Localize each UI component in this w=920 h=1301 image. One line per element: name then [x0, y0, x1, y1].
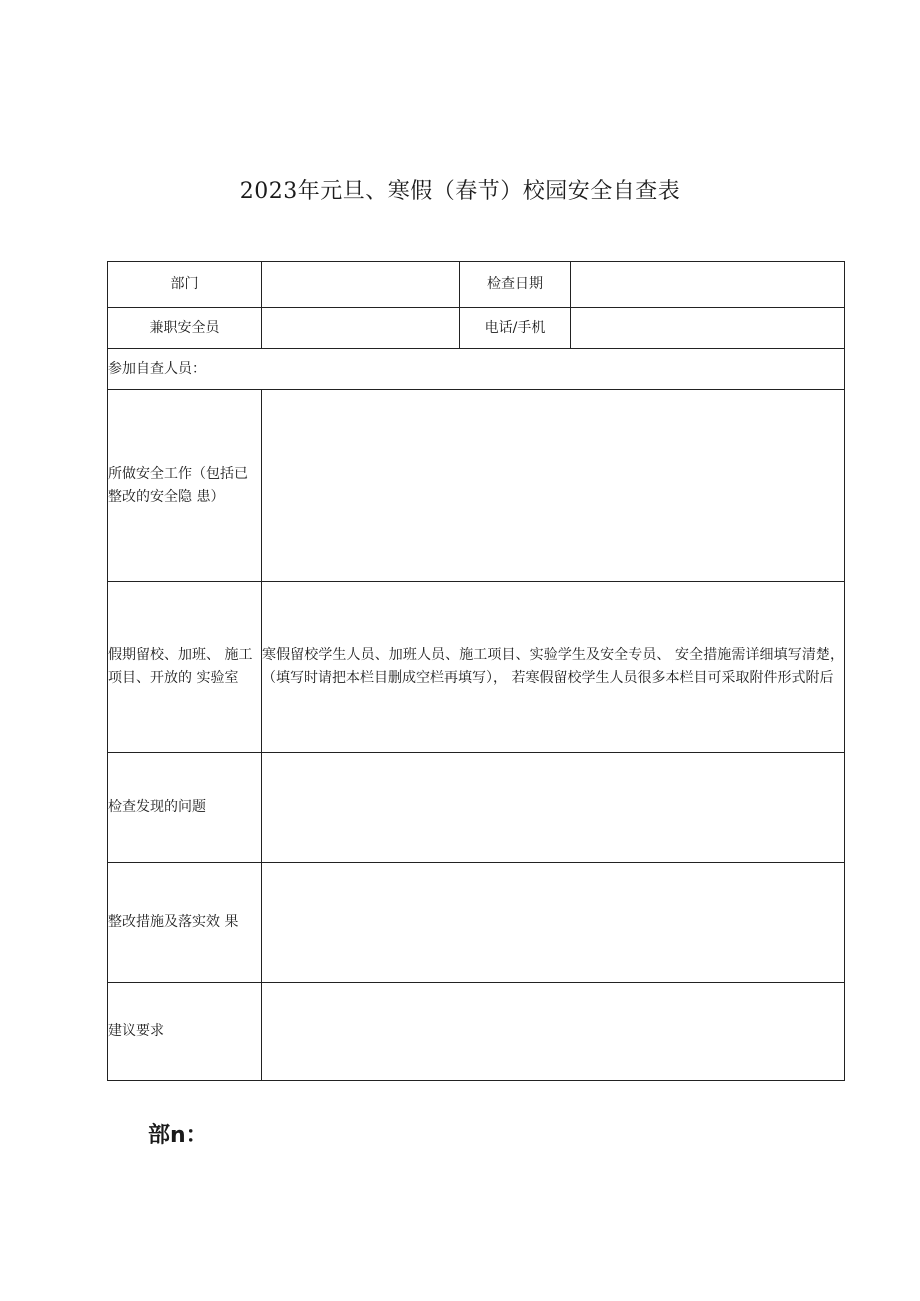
page-title: 2023年元旦、寒假（春节）校园安全自查表	[239, 179, 681, 204]
safety-work-label: 所做安全工作（包括已整改的安全隐 患）	[108, 390, 262, 582]
suggestions-field[interactable]	[262, 983, 845, 1081]
safety-officer-label: 兼职安全员	[108, 308, 262, 349]
problems-field[interactable]	[262, 753, 845, 863]
department-signature-label: 部n：	[148, 1123, 208, 1148]
form-row-safety-officer	[108, 308, 845, 349]
form-row-problems	[108, 753, 845, 863]
form-row-participants	[108, 349, 845, 390]
check-date-label: 检查日期	[460, 262, 571, 308]
phone-field[interactable]	[571, 308, 845, 349]
rectification-field[interactable]	[262, 863, 845, 983]
phone-label: 电话/手机	[460, 308, 571, 349]
form-row-holiday	[108, 582, 845, 753]
form-row-rectification	[108, 863, 845, 983]
self-inspection-form	[107, 261, 845, 1081]
problems-label: 检查发现的问题	[108, 753, 262, 863]
check-date-field[interactable]	[571, 262, 845, 308]
rectification-label: 整改措施及落实效 果	[108, 863, 262, 983]
department-field[interactable]	[262, 262, 460, 308]
safety-officer-field[interactable]	[262, 308, 460, 349]
form-row-suggestions	[108, 983, 845, 1081]
suggestions-label: 建议要求	[108, 983, 262, 1081]
department-label: 部门	[108, 262, 262, 308]
form-row-safety-work	[108, 390, 845, 582]
safety-work-field[interactable]	[262, 390, 845, 582]
holiday-note[interactable]: 寒假留校学生人员、加班人员、施工项目、实验学生及安全专员、 安全措施需详细填写清楚，（填写时请把本栏目删成空栏再填写）， 若寒假留校学生人员很多本栏目可采取附件形式附后	[262, 582, 845, 753]
participants-label[interactable]: 参加自查人员：	[108, 349, 845, 390]
holiday-label: 假期留校、加班、 施工项目、开放的 实验室	[108, 582, 262, 753]
form-row-department	[108, 262, 845, 308]
